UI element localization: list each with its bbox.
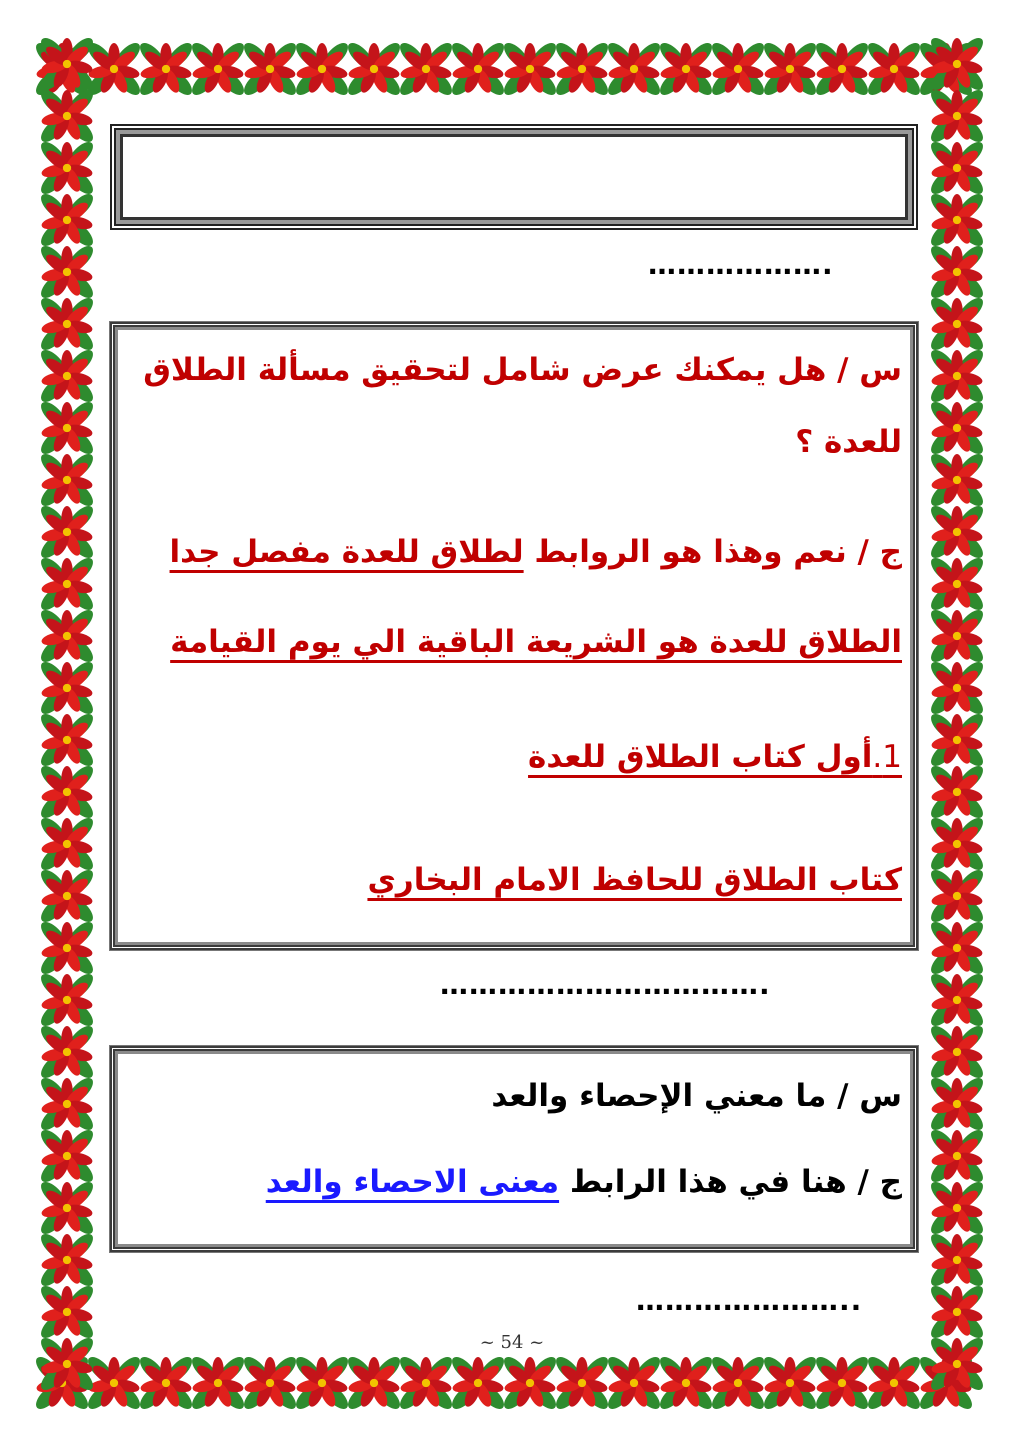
question-2: س / ما معني الإحصاء والعد — [491, 1078, 902, 1114]
separator-dots: ………………….. — [636, 1284, 863, 1317]
answer-1-prefix: ج / نعم وهذا هو الروابط — [523, 534, 902, 570]
question-1-line-2: للعدة ؟ — [795, 424, 902, 460]
question-1-line-1: س / هل يمكنك عرض شامل لتحقيق مسألة الطلاق — [143, 352, 902, 388]
answer-1 — [170, 530, 902, 574]
page-number: ~ 54 ~ — [479, 1332, 545, 1353]
link-shariah[interactable]: الطلاق للعدة هو الشريعة الباقية الي يوم القيامة — [170, 624, 902, 660]
list-item-number: 1. — [872, 739, 902, 775]
flower-border-top — [36, 38, 988, 100]
flower-border-left — [36, 38, 98, 1414]
flower-border-right — [926, 38, 988, 1414]
separator-dots: ……………………………. — [440, 968, 771, 1001]
answer-2-prefix: ج / هنا في هذا الرابط — [559, 1164, 902, 1200]
link-bukhari[interactable]: كتاب الطلاق للحافظ الامام البخاري — [367, 862, 902, 898]
flower-border-bottom — [36, 1352, 988, 1414]
answer-2-link[interactable]: معنى الاحصاء والعد — [265, 1164, 560, 1200]
answer-2 — [266, 1160, 902, 1204]
list-item-text: أول كتاب الطلاق للعدة — [528, 739, 873, 775]
separator-dots: ………………. — [648, 248, 834, 281]
list-item-1[interactable] — [528, 735, 902, 779]
answer-1-link[interactable]: لطلاق للعدة مفصل جدا — [169, 534, 524, 570]
header-box — [110, 124, 918, 230]
